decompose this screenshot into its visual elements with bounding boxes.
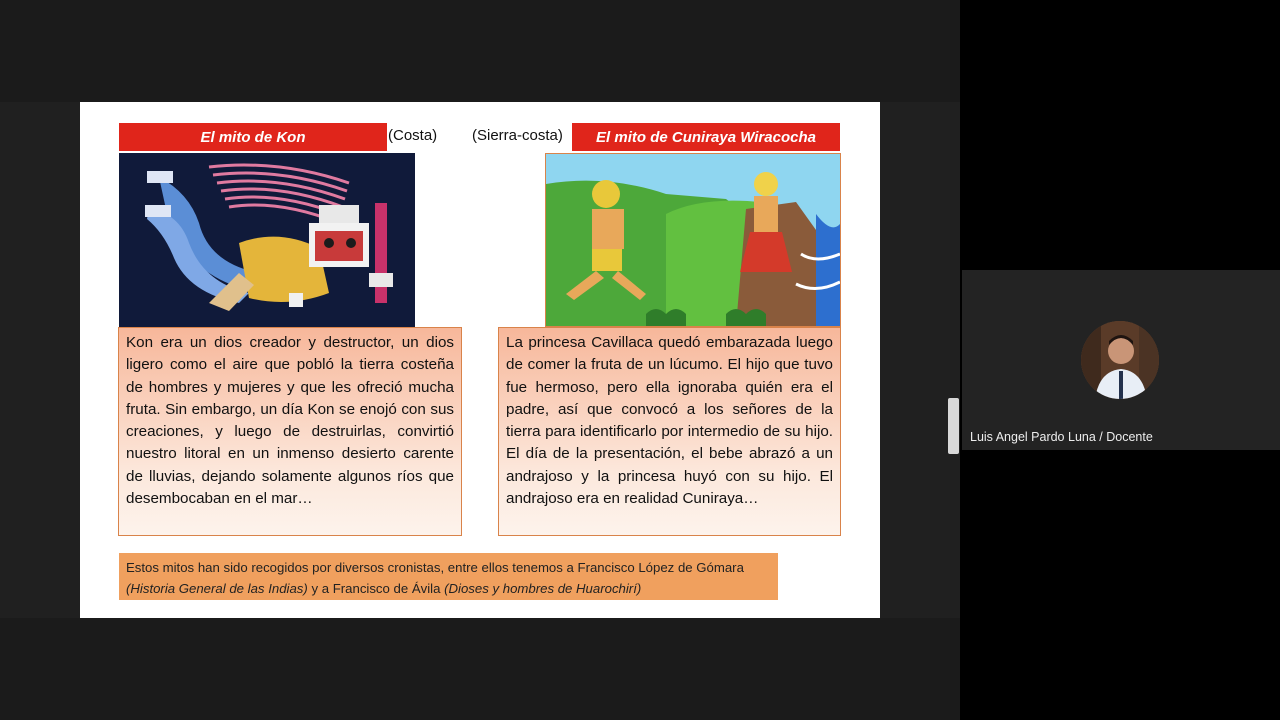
kon-myth-text: Kon era un dios creador y destructor, un dios ligero como el aire que pobló la tierra costeña de hombres y mujeres y que les ofreció mucha fruta. Sin embargo, un día Kon se enojó con sus creaciones, y luego de destruirlas, convirtió nuestro litoral en un inmenso desierto carente de lluvias, dejando solamente algunos ríos que desembocaban en el mar… <box>118 327 462 536</box>
shared-slide <box>80 102 880 618</box>
note-text-2: y a Francisco de Ávila <box>307 581 445 596</box>
cuniraya-cartoon-image <box>545 153 841 327</box>
participant-name: Luis Angel Pardo Luna / Docente <box>970 430 1153 444</box>
cuniraya-myth-text: La princesa Cavillaca quedó embarazada luego de comer la fruta de un lúcumo. El hijo que tuvo fue hermoso, pero ella ignoraba quién era el padre, así que convocó a los señores de la tierra para identificarlo por intermedio de su hijo. El día de la presentación, el bebe abrazó a un andrajoso y la princesa huyó con su hijo. El andrajoso era en realidad Cuniraya… <box>498 327 841 536</box>
chroniclers-note <box>119 553 778 600</box>
tag-sierra: (Sierra-costa) <box>472 127 563 144</box>
note-book-1: (Historia General de las Indias) <box>126 581 308 596</box>
participant-avatar <box>1081 321 1159 399</box>
kon-textile-image <box>119 153 415 327</box>
note-book-2: (Dioses y hombres de Huarochirí) <box>444 581 642 596</box>
left-title: El mito de Kon <box>119 123 387 151</box>
tag-costa: (Costa) <box>388 127 438 144</box>
note-text-1: Estos mitos han sido recogidos por diversos cronistas, entre ellos tenemos a Francisco López de Gómara <box>126 560 744 575</box>
panel-resize-handle[interactable] <box>948 398 959 454</box>
right-title: El mito de Cuniraya Wiracocha <box>572 123 840 151</box>
